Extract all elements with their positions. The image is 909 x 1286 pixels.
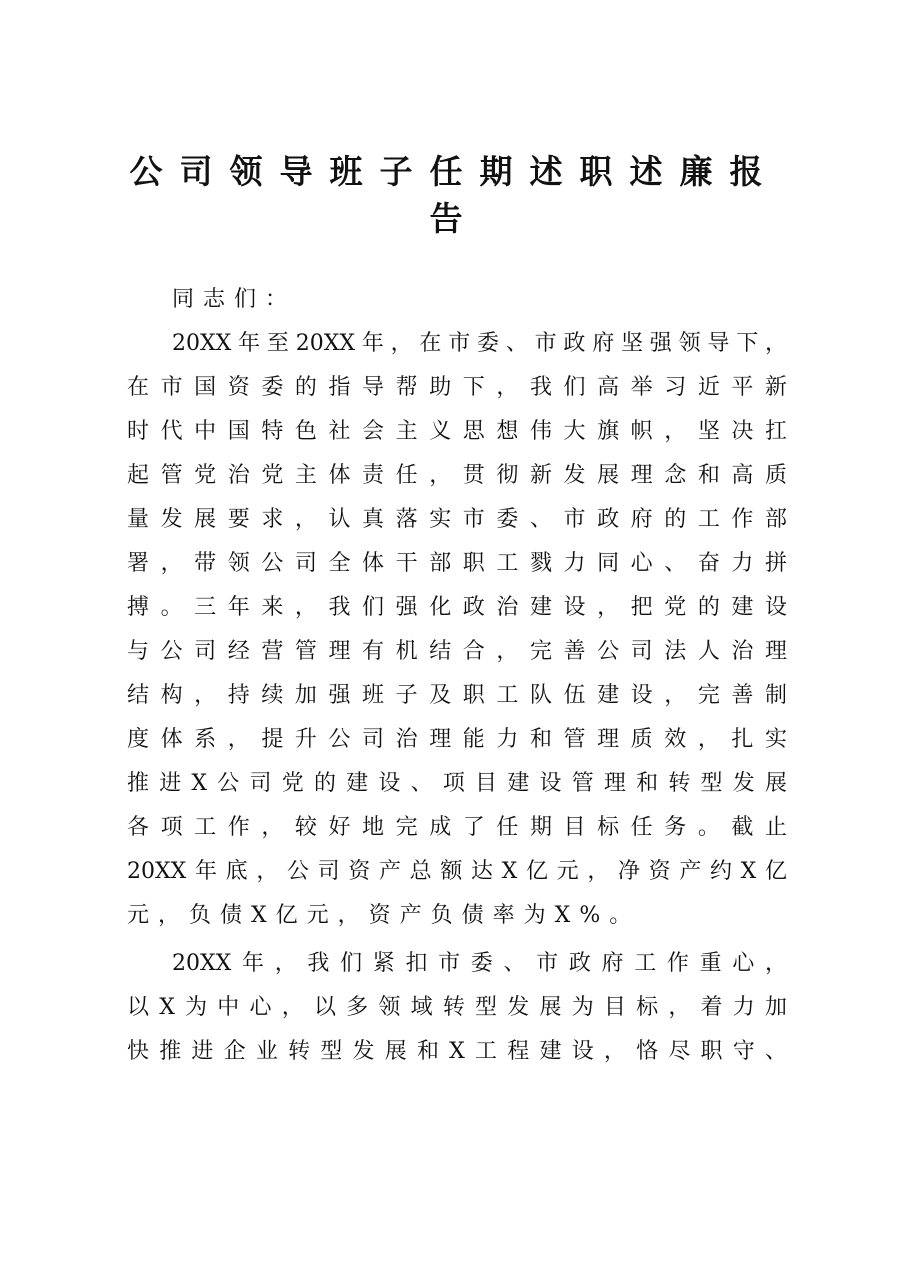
paragraph-line: 时代中国特色社会主义思想伟大旗帜，坚决扛 xyxy=(127,419,787,444)
document-title-line-2: 告 xyxy=(429,199,480,238)
paragraph-line: 各项工作，较好地完成了任期目标任务。截止 xyxy=(127,815,787,840)
paragraph-line: 元，负债X亿元，资产负债率为X%。 xyxy=(127,903,641,928)
paragraph-line: 起管党治党主体责任，贯彻新发展理念和高质 xyxy=(127,463,787,488)
paragraph-line: 在市国资委的指导帮助下，我们高举习近平新 xyxy=(127,375,787,400)
paragraph-line: 推进X公司党的建设、项目建设管理和转型发展 xyxy=(127,771,787,796)
paragraph-line: 20XX年底，公司资产总额达X亿元，净资产约X亿 xyxy=(127,859,787,884)
paragraph-line: 快推进企业转型发展和X工程建设，恪尽职守、 xyxy=(127,1039,787,1064)
paragraph-line: 量发展要求，认真落实市委、市政府的工作部 xyxy=(127,507,787,532)
paragraph-line: 20XX年，我们紧扣市委、市政府工作重心， xyxy=(172,951,787,976)
paragraph-line: 度体系，提升公司治理能力和管理质效，扎实 xyxy=(127,727,787,752)
paragraph-line: 结构，持续加强班子及职工队伍建设，完善制 xyxy=(127,683,787,708)
document-title-line-1: 公司领导班子任期述职述廉报 xyxy=(129,152,780,191)
paragraph-line: 以X为中心，以多领域转型发展为目标，着力加 xyxy=(127,995,787,1020)
paragraph-line: 署，带领公司全体干部职工戮力同心、奋力拼 xyxy=(127,551,787,576)
paragraph-line: 20XX年至20XX年，在市委、市政府坚强领导下， xyxy=(172,331,787,356)
paragraph-line: 与公司经营管理有机结合，完善公司法人治理 xyxy=(127,639,787,664)
salutation: 同志们： xyxy=(172,287,297,312)
paragraph-line: 搏。三年来，我们强化政治建设，把党的建设 xyxy=(127,595,787,620)
